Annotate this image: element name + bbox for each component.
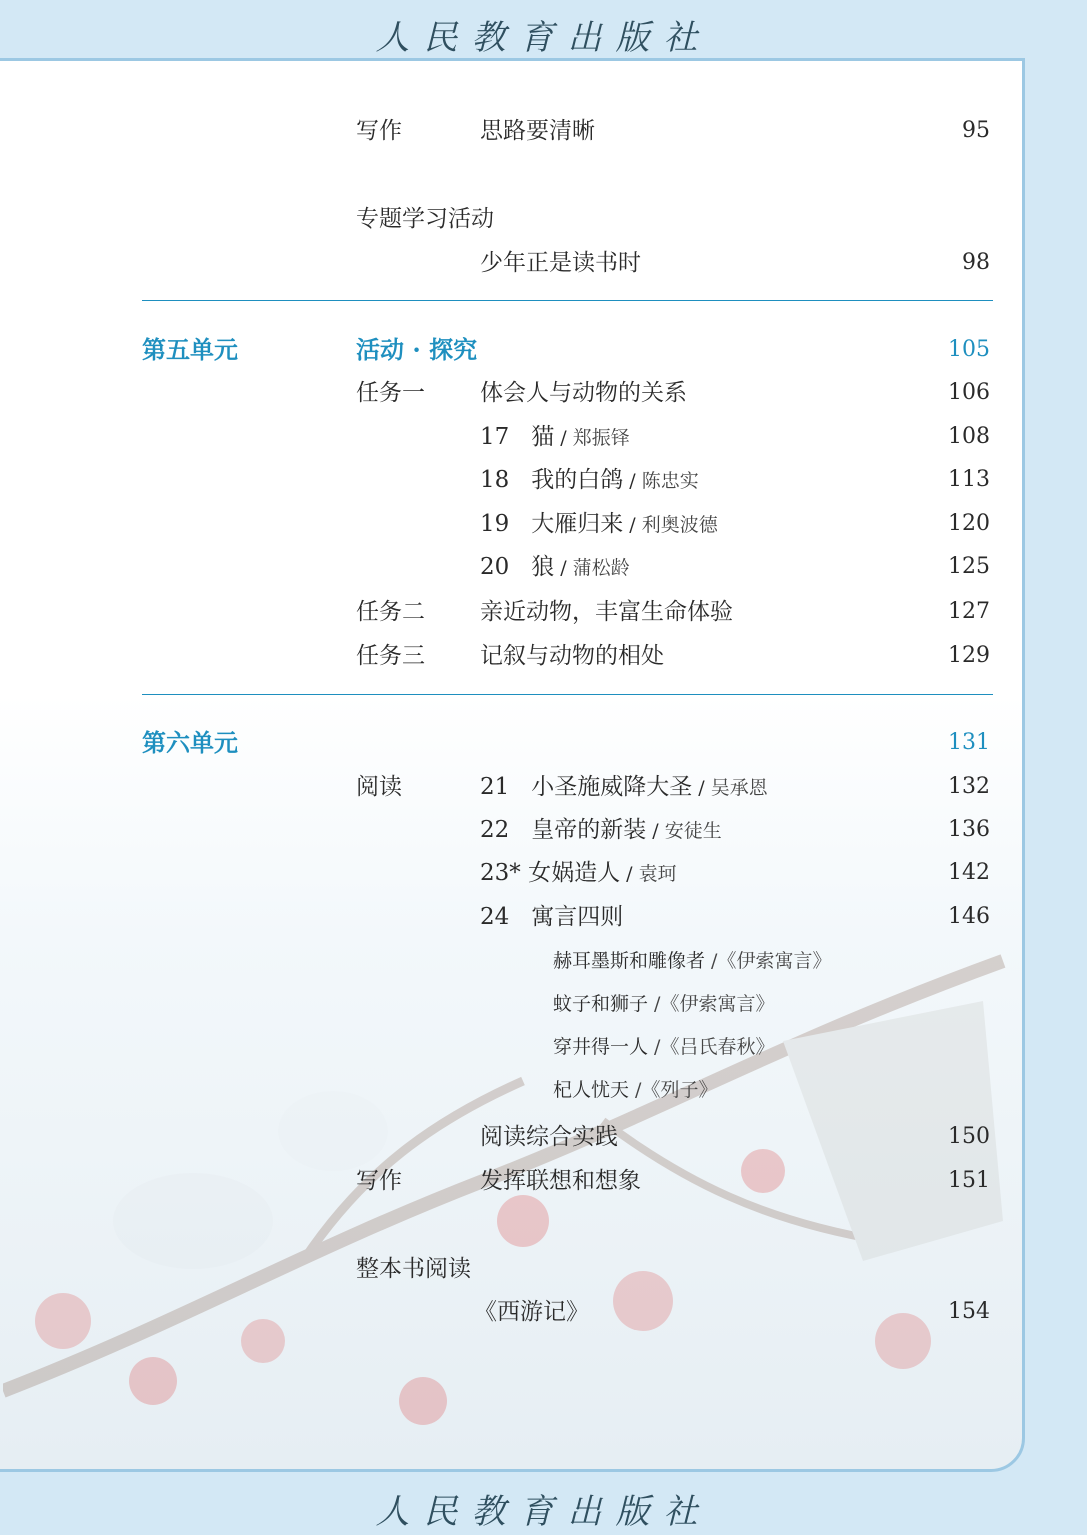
toc-entry-title[interactable]: 《西游记》 xyxy=(474,1299,589,1325)
page-number: 105 xyxy=(948,337,990,362)
lesson-title: 狼 xyxy=(531,554,555,580)
toc-entry-title[interactable]: 发挥联想和想象 xyxy=(480,1168,641,1194)
section-divider xyxy=(142,300,993,301)
toc-label-whole-book-reading: 整本书阅读 xyxy=(356,1256,471,1282)
lesson-author: 陈忠实 xyxy=(641,470,699,492)
task-label: 任务一 xyxy=(356,380,425,406)
lesson-title: 大雁归来 xyxy=(531,511,624,537)
toc-label-special-activity: 专题学习活动 xyxy=(356,206,494,232)
fable-source: /《吕氏春秋》 xyxy=(648,1036,775,1058)
lesson-number: 24 xyxy=(480,904,510,930)
fable-source: /《伊索寓言》 xyxy=(705,950,832,972)
lesson-number: 19 xyxy=(480,511,510,537)
page-number: 150 xyxy=(948,1124,990,1149)
page-number: 129 xyxy=(948,643,990,668)
lesson-entry[interactable] xyxy=(480,772,768,803)
lesson-entry[interactable] xyxy=(480,815,722,846)
task-label: 任务二 xyxy=(356,599,425,625)
lesson-number: 21 xyxy=(480,774,510,800)
reading-label: 阅读 xyxy=(356,774,402,800)
lesson-entry[interactable] xyxy=(480,509,718,540)
lesson-author: 郑振铎 xyxy=(572,427,630,449)
separator: / xyxy=(692,777,711,799)
lesson-number: 20 xyxy=(480,554,510,580)
toc-entry-title[interactable]: 体会人与动物的关系 xyxy=(480,380,687,406)
lesson-entry[interactable] xyxy=(480,902,623,932)
page-number: 136 xyxy=(948,817,990,842)
page-number: 95 xyxy=(962,118,990,143)
lesson-author: 蒲松龄 xyxy=(572,557,630,579)
page-number: 142 xyxy=(948,860,990,885)
unit-5-theme[interactable]: 活动 · 探究 xyxy=(356,335,478,364)
lesson-number: 22 xyxy=(480,817,510,843)
separator: / xyxy=(646,820,665,842)
lesson-number: 23* xyxy=(480,860,521,886)
fable-source: /《伊索寓言》 xyxy=(648,993,775,1015)
separator: / xyxy=(620,863,639,885)
task-label: 任务三 xyxy=(356,643,425,669)
fable-title: 赫耳墨斯和雕像者 xyxy=(553,950,706,972)
separator: / xyxy=(623,470,642,492)
lesson-entry[interactable] xyxy=(480,552,630,583)
separator: / xyxy=(554,427,573,449)
unit-5-heading[interactable]: 第五单元 xyxy=(142,335,238,364)
lesson-entry[interactable] xyxy=(480,465,699,496)
page-number: 127 xyxy=(948,599,990,624)
fable-title: 杞人忧天 xyxy=(553,1079,630,1101)
toc-entry-title[interactable]: 少年正是读书时 xyxy=(480,250,641,276)
page-number: 106 xyxy=(948,380,990,405)
lesson-entry[interactable] xyxy=(480,858,677,889)
lesson-title: 寓言四则 xyxy=(531,904,624,930)
lesson-author: 利奥波德 xyxy=(641,514,718,536)
toc-entry-title[interactable]: 亲近动物，丰富生命体验 xyxy=(480,599,733,625)
lesson-entry[interactable] xyxy=(480,422,630,453)
toc-entry-title[interactable]: 思路要清晰 xyxy=(480,118,595,144)
fable-title: 穿井得一人 xyxy=(553,1036,649,1058)
page-number: 151 xyxy=(948,1168,990,1193)
fable-title: 蚊子和狮子 xyxy=(553,993,649,1015)
lesson-title: 皇帝的新装 xyxy=(531,817,647,843)
lesson-title: 女娲造人 xyxy=(528,860,621,886)
page-number: 131 xyxy=(948,730,990,755)
separator: / xyxy=(623,514,642,536)
fable-entry[interactable] xyxy=(553,1075,717,1105)
fable-entry[interactable] xyxy=(553,1032,774,1062)
publisher-footer: 人民教育出版社 xyxy=(375,1492,712,1532)
page-number: 146 xyxy=(948,904,990,929)
lesson-author: 吴承恩 xyxy=(710,777,768,799)
lesson-number: 17 xyxy=(480,424,510,450)
lesson-title: 猫 xyxy=(531,424,555,450)
lesson-title: 我的白鸽 xyxy=(531,467,624,493)
page-number: 108 xyxy=(948,424,990,449)
toc-entry-title[interactable]: 记叙与动物的相处 xyxy=(480,643,664,669)
section-divider xyxy=(142,694,993,695)
lesson-author: 安徒生 xyxy=(664,820,722,842)
page-number: 120 xyxy=(948,511,990,536)
lesson-title: 小圣施威降大圣 xyxy=(531,774,693,800)
lesson-author: 袁珂 xyxy=(638,863,677,885)
fable-entry[interactable] xyxy=(553,989,774,1019)
toc-label-writing: 写作 xyxy=(356,1168,402,1194)
page-number: 132 xyxy=(948,774,990,799)
fable-entry[interactable] xyxy=(553,946,831,976)
unit-6-heading[interactable]: 第六单元 xyxy=(142,728,238,757)
page-number: 98 xyxy=(962,250,990,275)
page-number: 154 xyxy=(948,1299,990,1324)
page-number: 125 xyxy=(948,554,990,579)
lesson-number: 18 xyxy=(480,467,510,493)
decorative-painting xyxy=(3,921,1023,1472)
separator: / xyxy=(554,557,573,579)
toc-label-writing: 写作 xyxy=(356,118,402,144)
toc-entry-title[interactable]: 阅读综合实践 xyxy=(480,1124,618,1150)
fable-source: /《列子》 xyxy=(629,1079,718,1101)
page-number: 113 xyxy=(948,467,990,492)
publisher-header: 人民教育出版社 xyxy=(375,18,712,58)
